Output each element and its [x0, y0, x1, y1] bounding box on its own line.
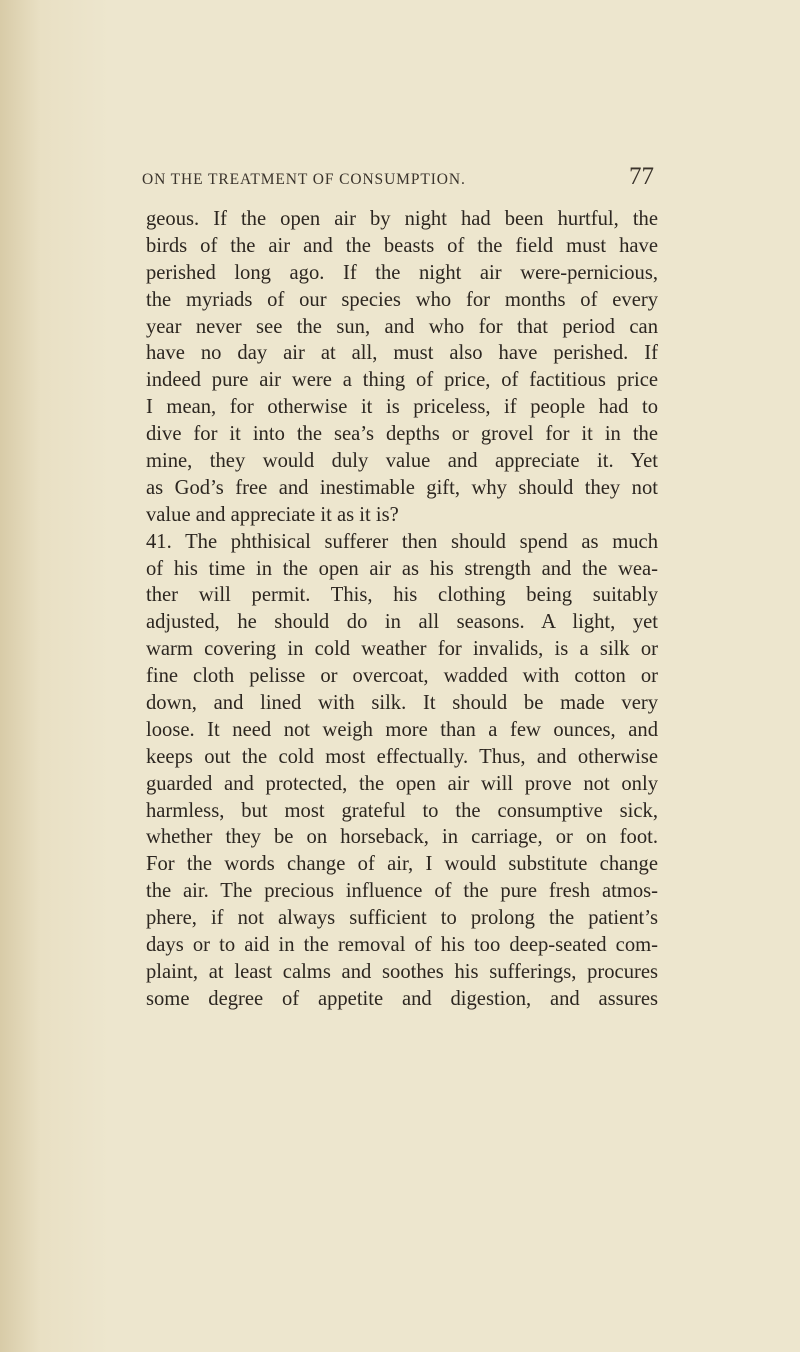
text-line: adjusted, he should do in all seasons. A light, yet	[146, 611, 658, 634]
text-line: harmless, but most grateful to the consumptive sick,	[146, 799, 658, 822]
text-line: some degree of appetite and digestion, and assures	[146, 987, 658, 1010]
text-line: have no day air at all, must also have perished. If	[146, 342, 658, 365]
text-line: warm covering in cold weather for invalids, is a silk or	[146, 638, 658, 661]
body-text	[146, 206, 658, 1013]
text-line: perished long ago. If the night air were-pernicious,	[146, 261, 658, 284]
text-line: loose. It need not weigh more than a few ounces, and	[146, 718, 658, 741]
text-line: as God’s free and inestimable gift, why should they not	[146, 476, 658, 499]
text-line: the air. The precious influence of the pure fresh atmos-	[146, 880, 658, 903]
text-line: mine, they would duly value and appreciate it. Yet	[146, 450, 658, 473]
page-number: 77	[629, 163, 654, 190]
text-line: of his time in the open air as his strength and the wea-	[146, 557, 658, 580]
text-line: birds of the air and the beasts of the field must have	[146, 234, 658, 257]
text-line: whether they be on horseback, in carriage, or on foot.	[146, 826, 658, 849]
text-line: ther will permit. This, his clothing being suitably	[146, 584, 658, 607]
text-line: year never see the sun, and who for that period can	[146, 315, 658, 338]
text-line: geous. If the open air by night had been hurtful, the	[146, 208, 658, 230]
text-line: 41. The phthisical sufferer then should spend as much	[146, 530, 658, 553]
running-head: ON THE TREATMENT OF CONSUMPTION.	[142, 171, 466, 188]
text-line: indeed pure air were a thing of price, of factitious price	[146, 369, 658, 392]
text-line: I mean, for otherwise it is priceless, if people had to	[146, 396, 658, 419]
text-line: keeps out the cold most effectually. Thus, and otherwise	[146, 745, 658, 768]
text-line: guarded and protected, the open air will prove not only	[146, 772, 658, 795]
text-line: For the words change of air, I would substitute change	[146, 853, 658, 876]
text-line: phere, if not always sufficient to prolong the patient’s	[146, 907, 658, 930]
page-header	[142, 163, 654, 197]
text-line: value and appreciate it as it is?	[146, 503, 399, 526]
text-line: dive for it into the sea’s depths or grovel for it in the	[146, 423, 658, 446]
text-line: the myriads of our species who for months of every	[146, 288, 658, 311]
text-line: days or to aid in the removal of his too deep-seated com-	[146, 934, 658, 957]
text-line: plaint, at least calms and soothes his sufferings, procures	[146, 960, 658, 983]
text-line: fine cloth pelisse or overcoat, wadded with cotton or	[146, 665, 658, 688]
text-line: down, and lined with silk. It should be made very	[146, 692, 658, 715]
